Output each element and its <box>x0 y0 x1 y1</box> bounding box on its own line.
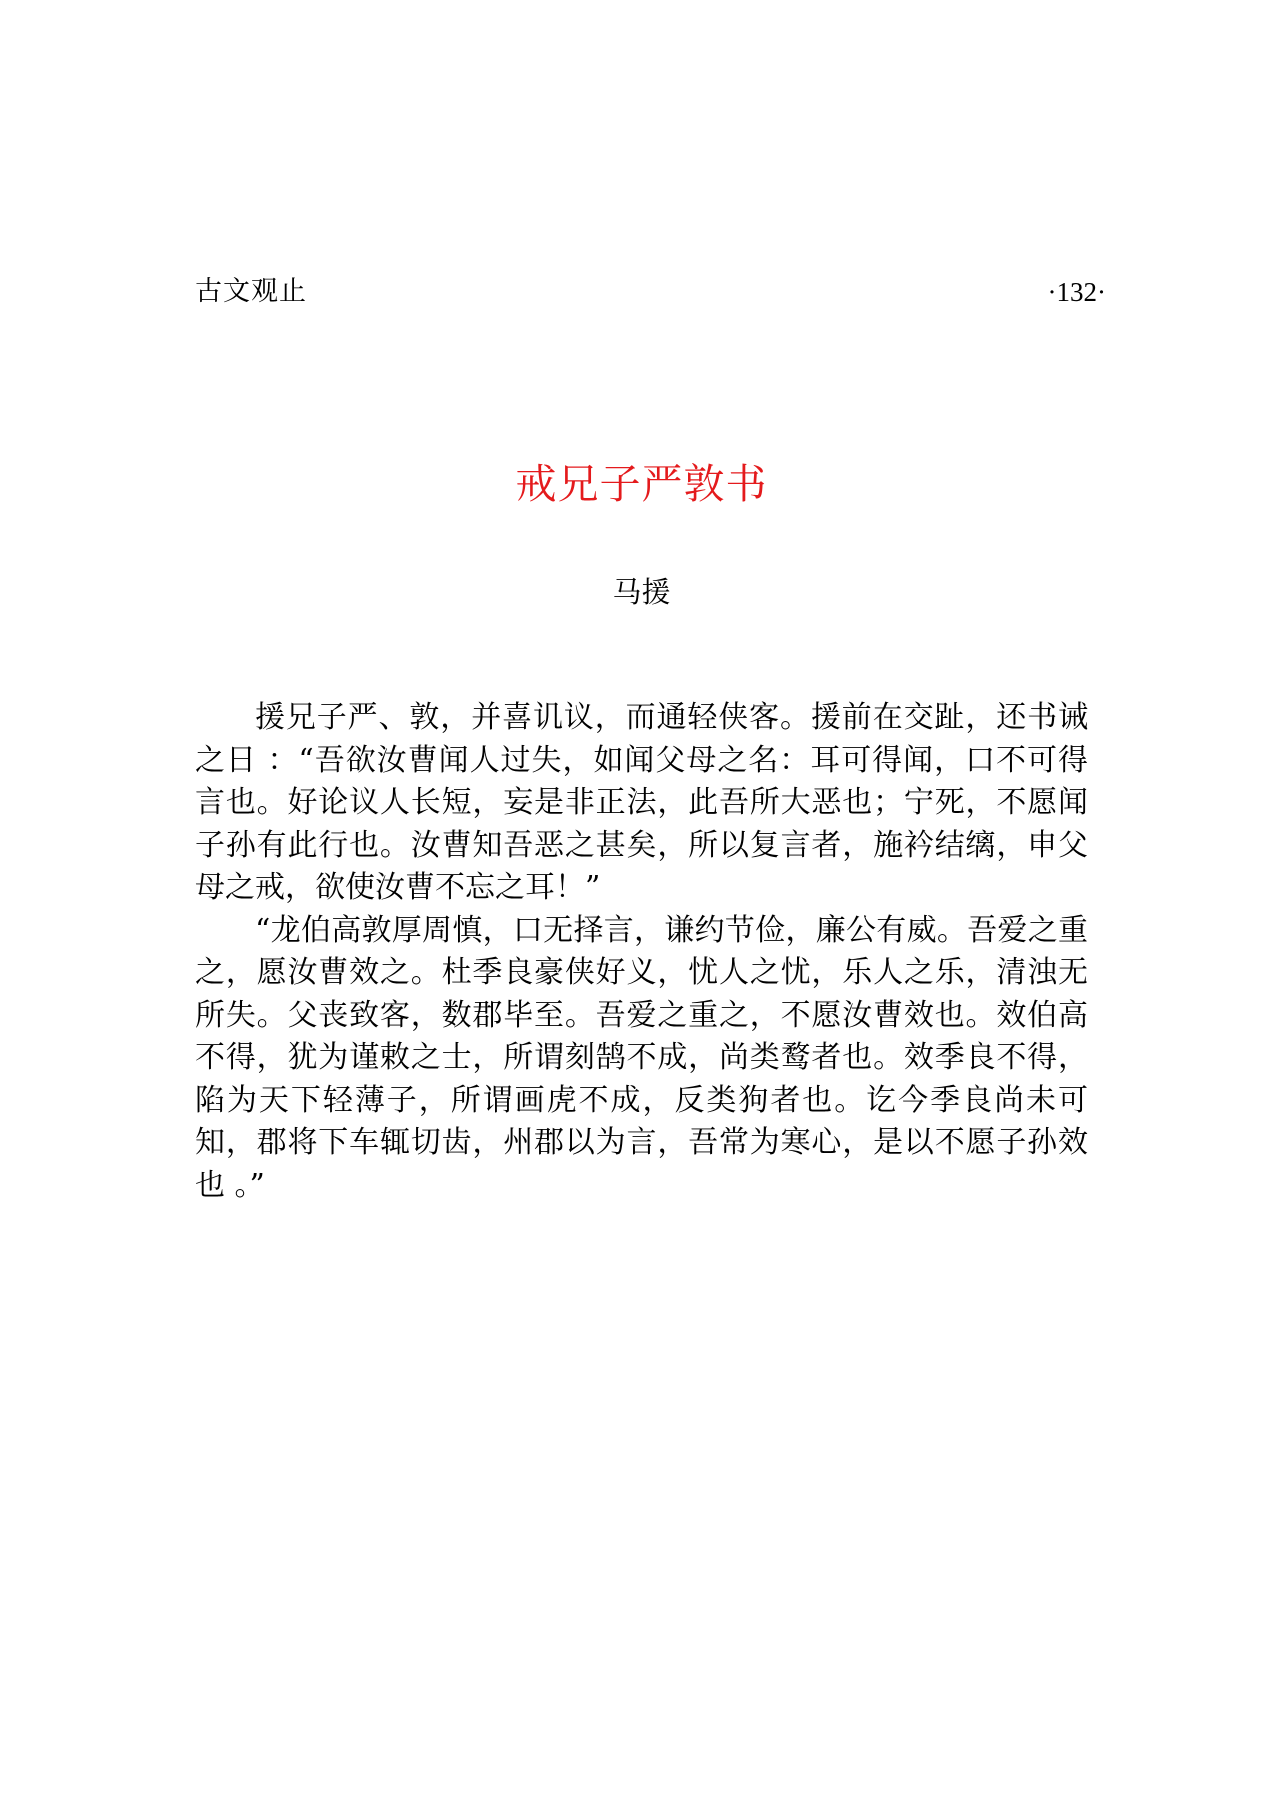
book-title: 古文观止 <box>195 276 307 307</box>
page-header <box>195 272 1106 312</box>
paragraph: 援兄子严、敦，并喜讥议，而通轻侠客。援前在交趾，还书诫之日 ：“吾欲汝曹闻人过失，如闻父母之名：耳可得闻，口不可得言也。好论议人长短，妄是非正法，此吾所大恶也；宁死，不愿闻子孙有此行也。汝曹知吾恶之甚矣，所以复言者，施衿结缡，申父母之戒，欲使汝曹不忘之耳！” <box>195 700 1088 905</box>
essay-title: 戒兄子严敦书 <box>515 460 768 508</box>
page-number: ·132· <box>1047 277 1106 307</box>
essay-author: 马援 <box>612 575 671 609</box>
essay-body <box>195 697 1088 1207</box>
paragraph: “龙伯高敦厚周慎，口无择言，谦约节俭，廉公有威。吾爱之重之，愿汝曹效之。杜季良豪侠好义，忧人之忧，乐人之乐，清浊无所失。父丧致客，数郡毕至。吾爱之重之，不愿汝曹效也。效伯高不得，犹为谨敕之士，所谓刻鹄不成，尚类鹜者也。效季良不得，陷为天下轻薄子，所谓画虎不成，反类狗者也。讫今季良尚未可知，郡将下车辄切齿，州郡以为言，吾常为寒心，是以不愿子孙效也 。” <box>195 912 1088 1203</box>
